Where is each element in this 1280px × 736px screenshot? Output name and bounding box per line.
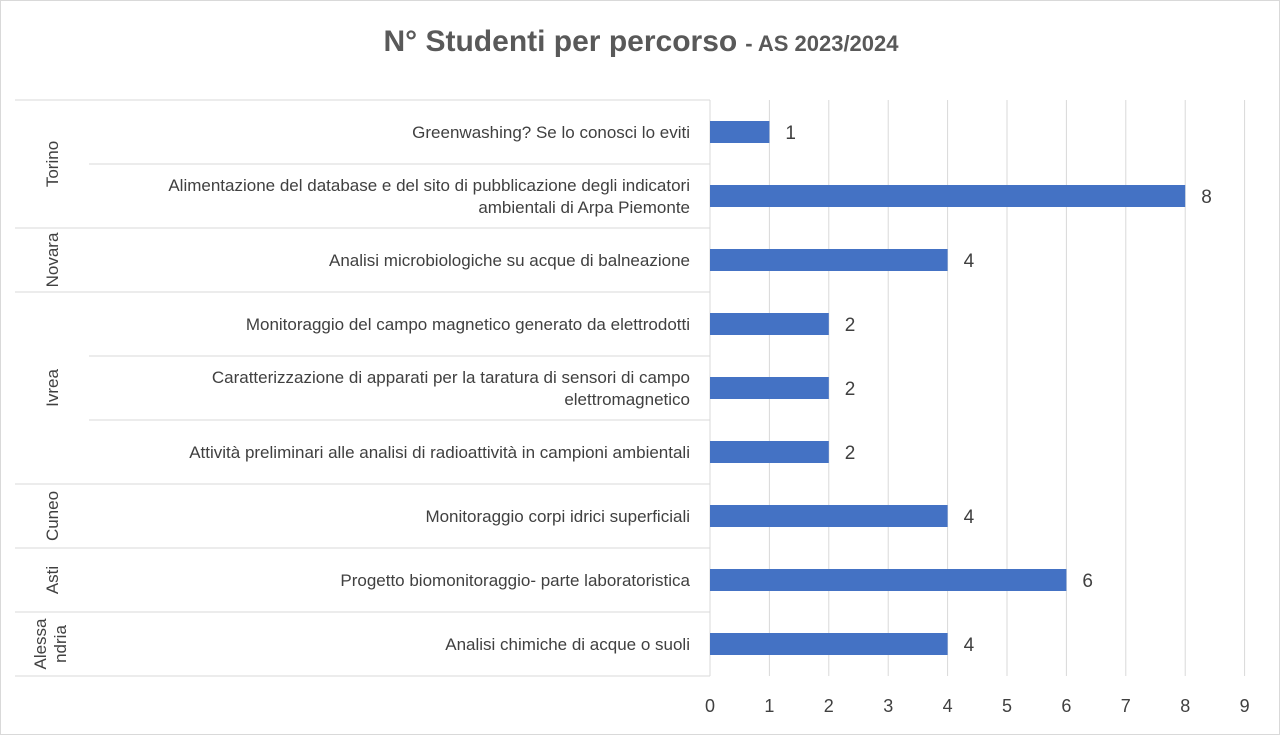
group-label-asti: Asti [43,565,62,595]
group-label-torino: Torino [43,140,62,188]
data-label: 4 [963,635,975,656]
bar [710,633,948,655]
x-tick-label: 2 [823,696,834,716]
bar [710,441,829,463]
bar [710,505,948,527]
category-label: Caratterizzazione di apparati per la taratura di sensori di campo elettromagnetico [211,368,690,409]
data-label: 8 [1201,187,1212,208]
group-label-novara: Novara [43,232,62,288]
bar [710,121,769,143]
bar [710,185,1185,207]
group-label-ivrea: Ivrea [43,369,62,407]
chart-subtitle: - AS 2023/2024 [745,31,899,56]
data-label: 2 [844,379,856,400]
x-tick-label: 0 [704,696,716,716]
x-tick-label: 5 [1001,696,1013,716]
category-label: Monitoraggio del campo magnetico generato da elettrodotti [245,315,690,334]
data-label: 2 [844,315,856,336]
category-label: Analisi microbiologiche su acque di balneazione [328,251,690,270]
category-label: Monitoraggio corpi idrici superficiali [425,507,690,526]
data-label: 2 [844,443,856,464]
data-label: 1 [785,123,796,144]
x-tick-label: 9 [1239,696,1250,716]
bar [710,313,829,335]
bar-chart [1,1,1280,736]
data-label: 4 [963,507,975,528]
chart-title-main: N° Studenti per percorso [383,25,738,58]
bar [710,569,1066,591]
x-tick-label: 4 [942,696,953,716]
x-tick-label: 7 [1120,696,1131,716]
category-label: Attività preliminari alle analisi di radioattività in campioni ambientali [189,443,690,462]
x-tick-label: 1 [764,696,775,716]
bar [710,377,829,399]
group-label-alessandria: Alessandria [31,618,70,670]
x-tick-label: 6 [1061,696,1072,716]
category-label: Analisi chimiche di acque o suoli [445,635,690,654]
category-label: Greenwashing? Se lo conosci lo eviti [412,123,690,142]
group-label-cuneo: Cuneo [43,490,62,542]
category-label: Progetto biomonitoraggio- parte laboratoristica [340,571,690,590]
x-tick-label: 3 [883,696,894,716]
x-tick-label: 8 [1180,696,1191,716]
data-label: 4 [963,251,975,272]
category-label: Alimentazione del database e del sito di pubblicazione degli indicatori ambientali di Arpa Piemonte [168,176,690,217]
data-label: 6 [1082,571,1093,592]
bar [710,249,948,271]
